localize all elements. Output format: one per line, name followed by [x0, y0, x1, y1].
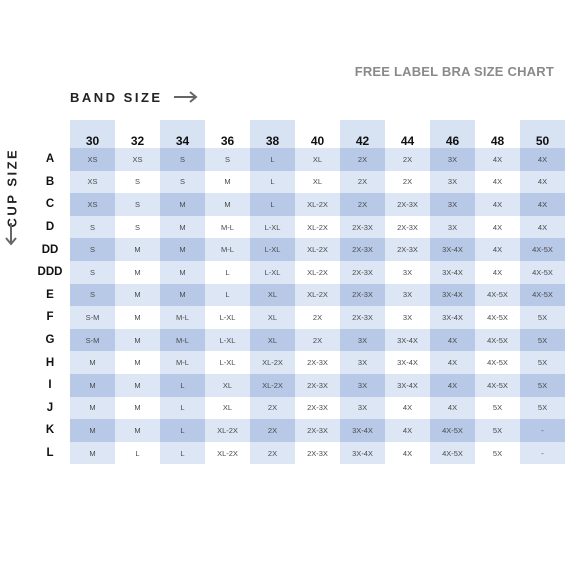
size-cell: 2X [250, 442, 295, 465]
table-row [30, 351, 565, 374]
band-size-header: 46 [430, 120, 475, 148]
size-cell: XL [250, 306, 295, 329]
table-row [30, 238, 565, 261]
size-cell: 3X-4X [385, 329, 430, 352]
table-row [30, 216, 565, 239]
band-size-header: 36 [205, 120, 250, 148]
size-cell: 2X [385, 148, 430, 171]
size-cell: 4X [520, 148, 565, 171]
size-cell: L [250, 193, 295, 216]
size-cell: - [520, 419, 565, 442]
size-cell: S [70, 216, 115, 239]
size-cell: M [160, 238, 205, 261]
size-cell: 3X [340, 397, 385, 420]
size-cell: 4X [385, 397, 430, 420]
cup-size-label: H [45, 356, 55, 369]
size-cell: S [70, 284, 115, 307]
size-cell: 4X [475, 238, 520, 261]
size-cell: 5X [520, 397, 565, 420]
band-size-header: 42 [340, 120, 385, 148]
size-cell: XL [295, 148, 340, 171]
size-cell: 3X [340, 351, 385, 374]
size-cell: 3X-4X [430, 238, 475, 261]
cup-size-label: A [45, 153, 55, 166]
size-cell: S [115, 171, 160, 194]
size-cell: M [115, 261, 160, 284]
size-cell: 2X-3X [340, 216, 385, 239]
size-cell: XS [70, 171, 115, 194]
cup-size-label: K [45, 424, 55, 437]
size-cell: L [160, 419, 205, 442]
size-cell: 4X-5X [520, 261, 565, 284]
size-cell: 4X [430, 397, 475, 420]
size-cell: 3X [385, 284, 430, 307]
size-cell: 2X [250, 419, 295, 442]
cup-size-label: DDD [37, 266, 63, 279]
size-cell: M [205, 193, 250, 216]
size-cell: XL [205, 374, 250, 397]
band-size-header: 38 [250, 120, 295, 148]
size-cell: L [160, 374, 205, 397]
size-cell: M-L [205, 216, 250, 239]
size-cell: L [250, 148, 295, 171]
size-cell: XL [295, 171, 340, 194]
size-cell: 2X-3X [385, 216, 430, 239]
size-cell: 4X-5X [520, 238, 565, 261]
size-cell: L [115, 442, 160, 465]
table-row [30, 306, 565, 329]
table-row [30, 397, 565, 420]
size-cell: 3X-4X [385, 351, 430, 374]
size-cell: S [70, 261, 115, 284]
size-cell: XL-2X [295, 284, 340, 307]
size-cell: 2X [340, 171, 385, 194]
size-cell: 3X [385, 261, 430, 284]
size-cell: L [160, 397, 205, 420]
size-cell: S [115, 216, 160, 239]
band-size-header: 30 [70, 120, 115, 148]
size-cell: 4X [520, 193, 565, 216]
table-row [30, 284, 565, 307]
size-cell: 2X [340, 193, 385, 216]
size-chart-table [30, 120, 565, 464]
size-cell: M [205, 171, 250, 194]
arrow-down-icon [5, 222, 17, 248]
chart-title: FREE LABEL BRA SIZE CHART [354, 64, 554, 79]
size-cell: 4X [520, 216, 565, 239]
size-cell: 5X [520, 306, 565, 329]
size-cell: 5X [520, 374, 565, 397]
size-cell: XL-2X [295, 216, 340, 239]
size-cell: S [70, 238, 115, 261]
size-cell: 5X [475, 397, 520, 420]
size-cell: 4X-5X [475, 284, 520, 307]
size-cell: 4X [475, 216, 520, 239]
size-cell: 4X-5X [520, 284, 565, 307]
size-cell: 4X [475, 193, 520, 216]
size-cell: 3X [385, 306, 430, 329]
band-size-header: 50 [520, 120, 565, 148]
size-cell: S-M [70, 329, 115, 352]
size-cell: 3X [430, 171, 475, 194]
size-cell: 2X [385, 171, 430, 194]
size-cell: L-XL [205, 306, 250, 329]
cup-size-label: F [46, 311, 54, 324]
table-row [30, 419, 565, 442]
cup-size-label: J [46, 401, 54, 414]
table-row [30, 374, 565, 397]
size-cell: M [115, 374, 160, 397]
size-cell: 2X [295, 306, 340, 329]
size-cell: M [70, 442, 115, 465]
size-cell: M-L [160, 306, 205, 329]
size-cell: L [205, 284, 250, 307]
size-cell: 2X-3X [340, 284, 385, 307]
table-row [30, 329, 565, 352]
size-cell: XL-2X [295, 238, 340, 261]
size-cell: XL [250, 284, 295, 307]
size-cell: 2X-3X [385, 193, 430, 216]
size-cell: XL-2X [295, 193, 340, 216]
size-cell: 4X [430, 374, 475, 397]
size-cell: XL [205, 397, 250, 420]
table-row [30, 261, 565, 284]
size-cell: M [160, 216, 205, 239]
size-cell: S [160, 148, 205, 171]
cup-size-label: L [46, 447, 54, 460]
size-cell: M [115, 238, 160, 261]
table-row [30, 193, 565, 216]
size-cell: S [115, 193, 160, 216]
size-cell: XS [115, 148, 160, 171]
size-cell: M [70, 397, 115, 420]
cup-size-label: G [45, 334, 55, 347]
size-cell: 2X-3X [295, 374, 340, 397]
size-cell: L-XL [250, 216, 295, 239]
size-cell: 4X [475, 148, 520, 171]
size-cell: L-XL [250, 238, 295, 261]
size-cell: 5X [520, 329, 565, 352]
size-cell: 4X [475, 171, 520, 194]
size-cell: M [70, 419, 115, 442]
corner-cell [30, 120, 70, 148]
table-row [30, 442, 565, 465]
cup-size-label: D [45, 221, 55, 234]
cup-size-label: DD [41, 243, 59, 256]
cup-size-label: C [45, 198, 55, 211]
size-cell: 2X-3X [295, 419, 340, 442]
size-cell: M [115, 351, 160, 374]
size-cell: 4X-5X [475, 351, 520, 374]
size-cell: M-L [160, 351, 205, 374]
size-cell: 4X [385, 442, 430, 465]
size-cell: M [115, 284, 160, 307]
size-cell: L [205, 261, 250, 284]
size-cell: 2X-3X [340, 261, 385, 284]
size-cell: 3X-4X [340, 419, 385, 442]
size-cell: M [160, 284, 205, 307]
size-cell: L [160, 442, 205, 465]
size-cell: 4X [430, 329, 475, 352]
size-cell: 3X [340, 374, 385, 397]
size-cell: 2X-3X [295, 397, 340, 420]
size-cell: XL-2X [205, 419, 250, 442]
size-cell: 2X [340, 148, 385, 171]
size-cell: 4X-5X [430, 442, 475, 465]
table-row [30, 171, 565, 194]
band-size-header-row [30, 120, 565, 148]
cup-size-label: B [45, 175, 55, 188]
size-cell: 4X-5X [430, 419, 475, 442]
size-cell: M [160, 193, 205, 216]
size-cell: L-XL [205, 329, 250, 352]
band-size-label: BAND SIZE [70, 90, 163, 105]
size-cell: S [205, 148, 250, 171]
size-cell: 3X-4X [340, 442, 385, 465]
size-cell: S-M [70, 306, 115, 329]
size-cell: M [160, 261, 205, 284]
size-cell: L [250, 171, 295, 194]
size-cell: M [115, 397, 160, 420]
size-cell: XL-2X [250, 374, 295, 397]
size-cell: 2X-3X [340, 238, 385, 261]
size-cell: 3X [430, 216, 475, 239]
size-cell: - [520, 442, 565, 465]
size-cell: 2X-3X [385, 238, 430, 261]
size-cell: 2X-3X [340, 306, 385, 329]
size-cell: XL-2X [250, 351, 295, 374]
size-cell: L-XL [250, 261, 295, 284]
size-cell: M [115, 329, 160, 352]
size-cell: 4X-5X [475, 306, 520, 329]
size-cell: 4X [385, 419, 430, 442]
band-size-header: 40 [295, 120, 340, 148]
arrow-right-icon [173, 91, 201, 103]
size-cell: 3X-4X [385, 374, 430, 397]
size-cell: M [115, 306, 160, 329]
size-cell: XS [70, 193, 115, 216]
size-cell: 3X-4X [430, 261, 475, 284]
size-cell: 2X [295, 329, 340, 352]
size-cell: 5X [475, 419, 520, 442]
size-cell: 2X [250, 397, 295, 420]
band-size-header: 44 [385, 120, 430, 148]
size-cell: XL [250, 329, 295, 352]
cup-size-label: I [48, 379, 52, 392]
size-cell: 5X [475, 442, 520, 465]
size-cell: XL-2X [205, 442, 250, 465]
band-size-header: 34 [160, 120, 205, 148]
size-cell: 2X-3X [295, 351, 340, 374]
size-cell: 3X-4X [430, 306, 475, 329]
size-cell: M [115, 419, 160, 442]
size-cell: 3X [340, 329, 385, 352]
size-cell: 4X-5X [475, 374, 520, 397]
band-size-header: 48 [475, 120, 520, 148]
size-cell: M [70, 374, 115, 397]
size-cell: XL-2X [295, 261, 340, 284]
size-cell: XS [70, 148, 115, 171]
size-cell: 4X [430, 351, 475, 374]
cup-size-label: CUP SIZE [4, 147, 20, 228]
size-cell: 4X-5X [475, 329, 520, 352]
size-cell: M [70, 351, 115, 374]
band-size-header: 32 [115, 120, 160, 148]
size-cell: L-XL [205, 351, 250, 374]
size-cell: 4X [475, 261, 520, 284]
size-cell: 4X [520, 171, 565, 194]
cup-size-label: E [46, 288, 54, 301]
size-cell: 2X-3X [295, 442, 340, 465]
size-cell: 3X-4X [430, 284, 475, 307]
size-cell: 5X [520, 351, 565, 374]
size-cell: 3X [430, 193, 475, 216]
size-cell: M-L [160, 329, 205, 352]
size-cell: S [160, 171, 205, 194]
size-cell: 3X [430, 148, 475, 171]
size-cell: M-L [205, 238, 250, 261]
table-row [30, 148, 565, 171]
